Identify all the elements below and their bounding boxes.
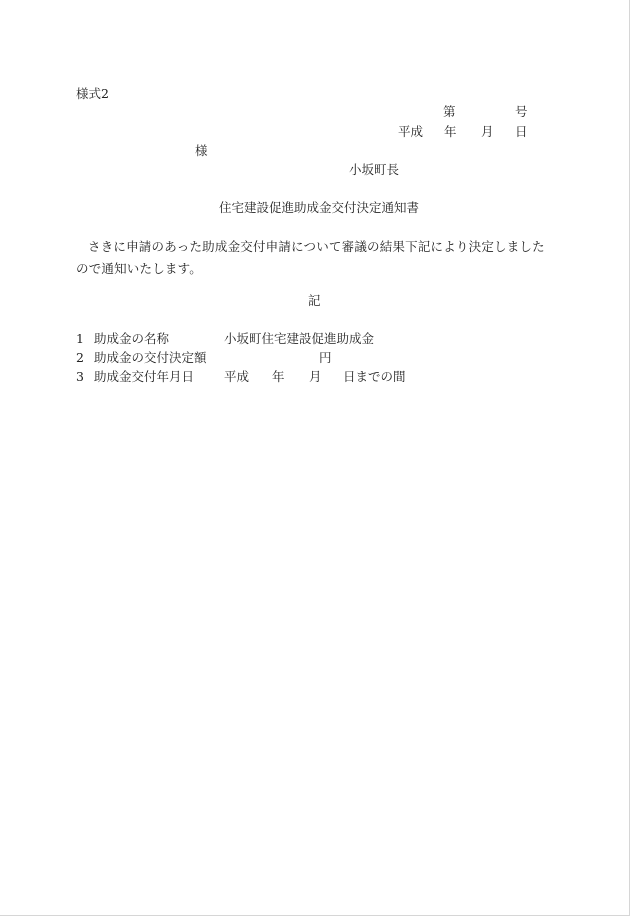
item-2-label: 助成金の交付決定額: [94, 350, 207, 365]
item-3-number: 3: [76, 369, 84, 384]
item-3-day-until: 日までの間: [343, 369, 406, 384]
number-prefix: 第: [443, 104, 456, 119]
item-2-number: 2: [76, 350, 84, 365]
date-year: 年: [444, 124, 457, 139]
item-2-unit: 円: [319, 350, 332, 365]
issuer-name: 小坂町長: [349, 162, 400, 177]
document-title: 住宅建設促進助成金交付決定通知書: [219, 200, 420, 215]
date-day: 日: [515, 124, 528, 139]
item-1-number: 1: [76, 331, 84, 346]
number-suffix: 号: [515, 104, 528, 119]
addressee-suffix: 様: [195, 143, 208, 158]
body-paragraph: さきに申請のあった助成金交付申請について審議の結果下記により決定しましたので通知いたします。: [76, 239, 545, 276]
item-1-label: 助成金の名称: [94, 331, 170, 346]
item-1-value: 小坂町住宅建設促進助成金: [224, 331, 375, 346]
date-era: 平成: [398, 124, 424, 139]
date-month: 月: [481, 124, 494, 139]
item-3-era: 平成: [224, 369, 250, 384]
ki-heading: 記: [308, 293, 321, 308]
item-3-year: 年: [272, 369, 285, 384]
form-label: 様式2: [76, 86, 109, 101]
item-3-label: 助成金交付年月日: [94, 369, 195, 384]
item-3-month: 月: [309, 369, 322, 384]
